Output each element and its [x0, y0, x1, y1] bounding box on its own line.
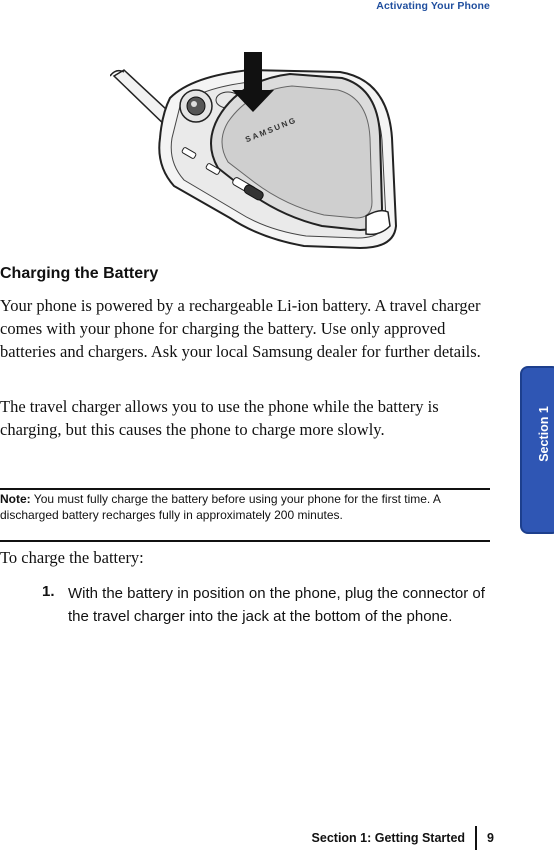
- footer-chapter: Section 1: Getting Started: [311, 831, 466, 845]
- brand-logo-text: SAMSUNG: [244, 115, 299, 145]
- note-bottom-rule: [0, 540, 490, 542]
- body-paragraph: The travel charger allows you to use the phone while the battery is charging, but this causes the phone to charge more slowly.: [0, 397, 439, 439]
- side-tab-label: Section 1: [537, 406, 551, 462]
- note-label: Note:: [0, 492, 31, 506]
- footer-divider: [475, 826, 477, 850]
- step-number: 1.: [42, 583, 55, 600]
- running-header: Activating Your Phone: [376, 0, 490, 12]
- body-paragraph: Your phone is powered by a rechargeable Li-ion battery. A travel charger comes with your phone for charging the battery. Use only approved batteries and chargers. Ask your local Samsung dealer for further details.: [0, 296, 481, 361]
- procedure-intro: To charge the battery:: [0, 548, 144, 567]
- phone-battery-illustration: [110, 40, 400, 252]
- note-box: [0, 491, 492, 523]
- section-heading: Charging the Battery: [0, 265, 159, 282]
- step-text: With the battery in position on the phone, plug the connector of the travel charger into the jack at the bottom of the phone.: [68, 585, 485, 625]
- page-footer: [312, 826, 494, 850]
- note-text: You must fully charge the battery before using your phone for the first time. A discharged battery recharges fully in approximately 200 minutes.: [0, 492, 441, 522]
- page-number: 9: [487, 831, 494, 845]
- section-side-tab: [520, 366, 554, 534]
- note-top-rule: [0, 488, 490, 490]
